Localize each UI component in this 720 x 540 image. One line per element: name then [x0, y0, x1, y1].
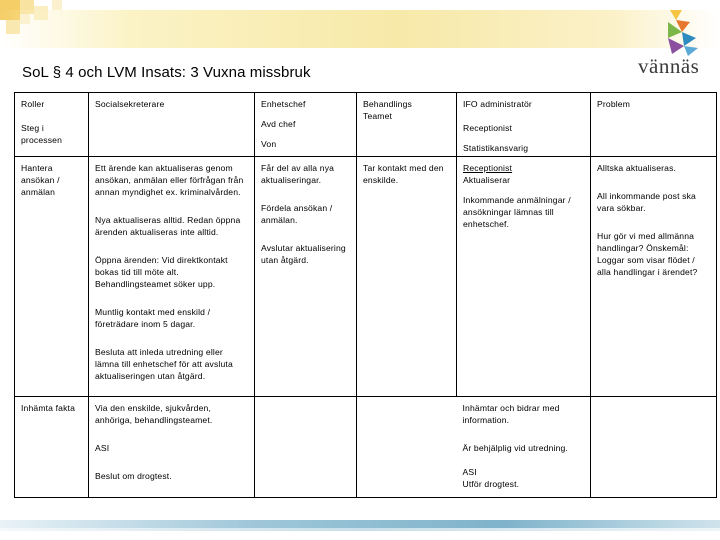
table-header-row: [15, 93, 717, 157]
header-enhetschef-cell: [255, 93, 357, 157]
bottom-decor-bar: [0, 520, 720, 528]
row2-behandling-cell: [457, 397, 591, 498]
logo-mark-icon: [632, 8, 710, 58]
header-receptionist: Receptionist: [463, 123, 513, 133]
row1-ifo-text: Inkommande anmälningar / ansökningar lämnas till enhetschef.: [463, 195, 571, 229]
title-band: [0, 10, 720, 48]
row2-behandling-text: ASI: [462, 467, 477, 477]
row1-soc-text: Öppna ärenden: Vid direktkontakt bokas tid till möte alt. Behandlingsteamet söker upp.: [95, 255, 228, 289]
row1-soc-text: Muntlig kontakt med enskild / företrädare inom 5 dagar.: [95, 307, 211, 329]
header-enhetschef: Enhetschef: [261, 99, 306, 109]
row1-soc-text: Nya aktualiseras alltid. Redan öppna ärenden aktualiseras inte alltid.: [95, 215, 241, 237]
row2-soc-cell: [89, 397, 255, 498]
table-row: [15, 157, 717, 397]
row2-behandling-text: Inhämtar och bidrar med information.: [462, 403, 560, 425]
row2-soc-text: Via den enskilde, sjukvården, anhöriga, behandlingsteamet.: [95, 403, 213, 425]
header-behandling-cell: [357, 93, 457, 157]
row1-step: Hantera ansökan / anmälan: [21, 163, 60, 197]
header-roller: Roller: [21, 99, 45, 109]
header-socialsekreterare: Socialsekreterare: [95, 99, 165, 109]
page-title: SoL § 4 och LVM Insats: 3 Vuxna missbruk: [22, 64, 311, 81]
row1-problem-text: Hur gör vi med allmänna handlingar? Önskemål: Loggar som visar flödet / alla handlingar i ärendet?: [597, 231, 698, 277]
row1-enhetschef-text: Avslutar aktualisering utan åtgärd.: [261, 243, 346, 265]
row2-soc-text: Beslut om drogtest.: [95, 471, 172, 481]
row1-step-cell: [15, 157, 89, 397]
row1-enhetschef-text: Får del av alla nya aktualiseringar.: [261, 163, 335, 185]
row1-problem-text: All inkommande post ska vara sökbar.: [597, 191, 696, 213]
row2-behandling-text: Utför drogtest.: [462, 479, 520, 489]
header-von: Von: [261, 139, 277, 149]
header-steg: Steg i processen: [21, 123, 62, 145]
logo-text: vännäs: [638, 54, 700, 78]
row1-behandling-cell: [357, 157, 457, 397]
row2-problem-cell: [591, 397, 717, 498]
header-problem-cell: [591, 93, 717, 157]
row1-problem-text: Alltska aktualiseras.: [597, 163, 677, 173]
header-ifo-admin: IFO administratör: [463, 99, 532, 109]
row1-soc-text: Besluta att inleda utredning eller lämna till enhetschef för att avsluta aktualiseringen utan åtgärd.: [95, 347, 233, 381]
header-behandlings: Behandlings Teamet: [363, 99, 412, 121]
row1-problem-cell: [591, 157, 717, 397]
header-problem: Problem: [597, 99, 631, 109]
row1-ifo-title: Receptionist: [463, 163, 513, 173]
header-roller-cell: [15, 93, 89, 157]
row2-step-cell: [15, 397, 89, 498]
row2-behandling-text: Är behjälplig vid utredning.: [462, 443, 568, 453]
row2-step: Inhämta fakta: [21, 403, 76, 413]
row1-ifo-text: Aktualiserar: [463, 175, 511, 185]
decor-square: [52, 0, 62, 10]
process-table: [14, 92, 717, 498]
header-avd-chef: Avd chef: [261, 119, 296, 129]
table-row: [15, 397, 717, 498]
row2-soc-text: ASI: [95, 443, 110, 453]
header-statistikansvarig: Statistikansvarig: [463, 143, 529, 153]
row1-soc-text: Ett ärende kan aktualiseras genom ansökan, anmälan eller förfrågan från annan myndighet ex. kriminalvården.: [95, 163, 244, 197]
header-soc-cell: [89, 93, 255, 157]
row1-enhetschef-text: Fördela ansökan / anmälan.: [261, 203, 333, 225]
row1-soc-cell: [89, 157, 255, 397]
row1-enhetschef-cell: [255, 157, 357, 397]
header-ifo-cell: [457, 93, 591, 157]
bottom-decor-bar: [0, 528, 720, 531]
row2-empty-cell: [357, 397, 457, 498]
row1-ifo-cell: [457, 157, 591, 397]
row1-behandling-text: Tar kontakt med den enskilde.: [363, 163, 444, 185]
row2-enhetschef-cell: [255, 397, 357, 498]
